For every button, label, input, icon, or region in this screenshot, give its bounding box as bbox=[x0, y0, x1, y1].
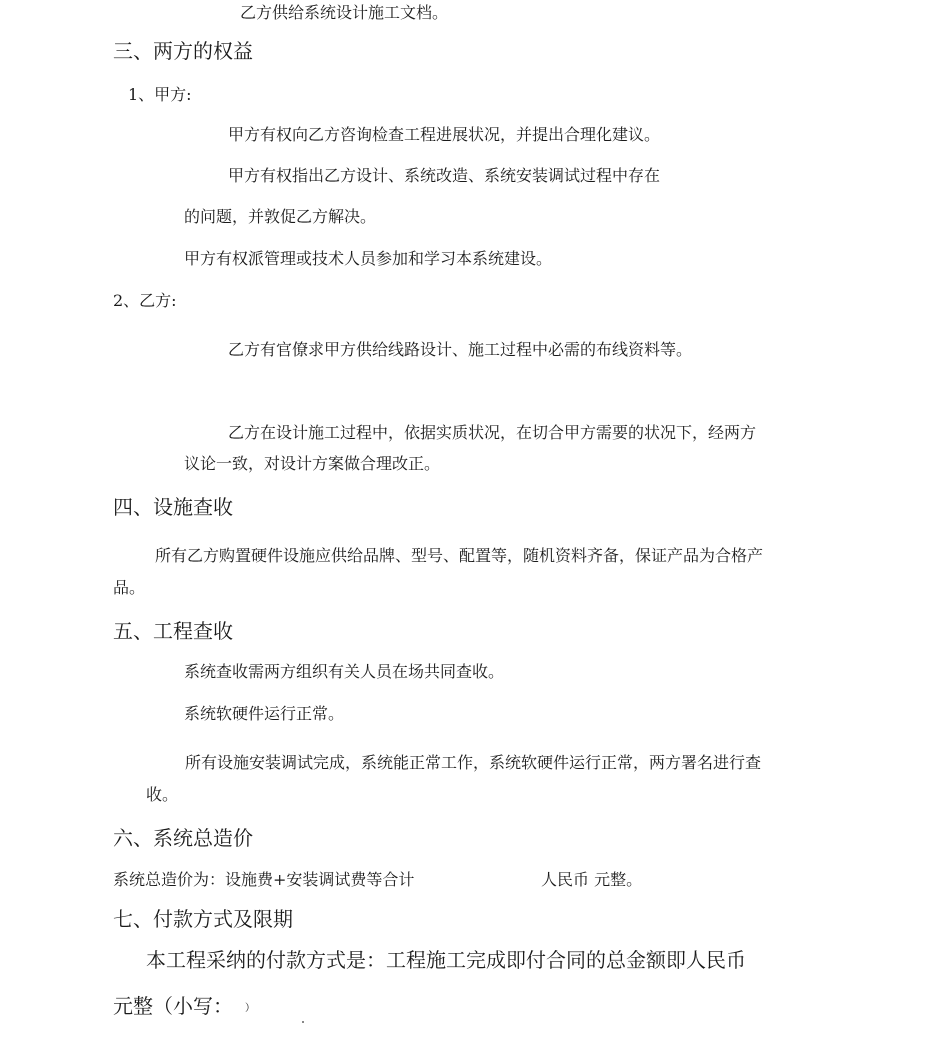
paragraph-total-cost: 系统总造价为：设施费+安装调试费等合计 bbox=[113, 870, 415, 889]
paragraph-acceptance-2: 系统软硬件运行正常。 bbox=[184, 704, 345, 723]
subheading-party-b: 2、乙方: bbox=[113, 291, 177, 310]
paragraph-acceptance-1: 系统查收需两方组织有关人员在场共同查收。 bbox=[184, 662, 505, 681]
paragraph-party-a-right-1: 甲方有权向乙方咨询检查工程进展状况，并提出合理化建议。 bbox=[228, 125, 661, 144]
subheading-party-a: 1、甲方: bbox=[128, 85, 192, 104]
paragraph-acceptance-3-line1: 所有设施安装调试完成，系统能正常工作，系统软硬件运行正常，两方署名进行查 bbox=[185, 753, 762, 772]
paragraph-party-b-right-1: 乙方有官僚求甲方供给线路设计、施工过程中必需的布线资料等。 bbox=[228, 340, 693, 359]
paragraph-party-b-right-2-line1: 乙方在设计施工过程中，依据实质状况，在切合甲方需要的状况下，经两方 bbox=[228, 423, 757, 442]
section-heading-rights: 三、两方的权益 bbox=[113, 39, 253, 63]
section-heading-equipment-acceptance: 四、设施查收 bbox=[113, 495, 233, 519]
paragraph-party-a-right-3: 甲方有权派管理或技术人员参加和学习本系统建设。 bbox=[184, 249, 553, 268]
paragraph-documents: 乙方供给系统设计施工文档。 bbox=[240, 3, 449, 22]
section-heading-total-cost: 六、系统总造价 bbox=[113, 826, 253, 850]
section-heading-project-acceptance: 五、工程查收 bbox=[113, 619, 233, 643]
section-heading-payment: 七、付款方式及限期 bbox=[113, 907, 293, 931]
paragraph-acceptance-3-line2: 收。 bbox=[146, 785, 179, 804]
paragraph-payment-line2: 元整（小写： bbox=[113, 994, 233, 1018]
stray-dot bbox=[302, 1021, 304, 1023]
paragraph-payment-closing-paren: ） bbox=[245, 1003, 255, 1014]
paragraph-total-cost-currency: 人民币 元整。 bbox=[541, 870, 643, 889]
paragraph-party-a-right-2-line2: 的问题，并敦促乙方解决。 bbox=[184, 207, 377, 226]
paragraph-party-a-right-2-line1: 甲方有权指出乙方设计、系统改造、系统安装调试过程中存在 bbox=[228, 166, 661, 185]
paragraph-payment-line1: 本工程采纳的付款方式是：工程施工完成即付合同的总金额即人民币 bbox=[146, 948, 746, 972]
paragraph-party-b-right-2-line2: 议论一致，对设计方案做合理改正。 bbox=[184, 454, 441, 473]
paragraph-equipment-line1: 所有乙方购置硬件设施应供给品牌、型号、配置等，随机资料齐备，保证产品为合格产 bbox=[155, 546, 764, 565]
paragraph-equipment-line2: 品。 bbox=[113, 578, 146, 597]
